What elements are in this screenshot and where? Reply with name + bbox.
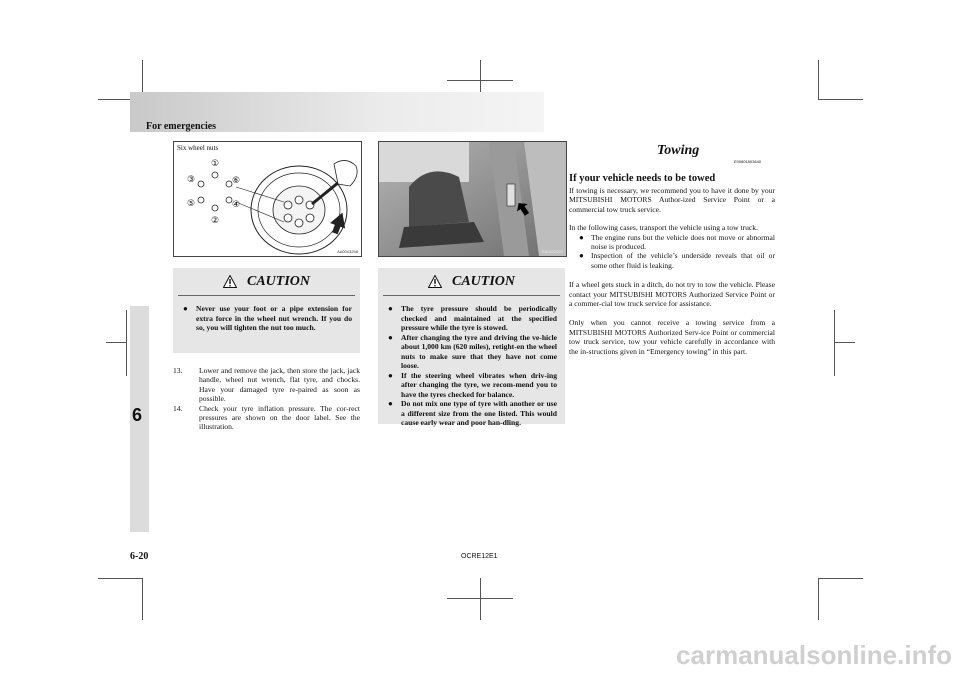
section-title: For emergencies — [146, 121, 217, 132]
nut-number-3: ③ — [187, 175, 196, 185]
door-photo — [379, 142, 566, 256]
warning-triangle-icon — [223, 275, 237, 288]
wheel-nuts-figure — [173, 141, 362, 257]
caution-divider — [383, 295, 560, 296]
bullet-icon: ● — [183, 304, 188, 313]
figure-label: Six wheel nuts — [177, 144, 219, 152]
caution-box-wrench — [173, 268, 360, 353]
watermark: carmanualsonline.info — [676, 640, 952, 670]
towing-paragraph: In the following cases, transport the vehicle using a tow truck. — [569, 223, 758, 233]
nut-number-5: ⑤ — [187, 199, 196, 209]
step-item: 13. Lower and remove the jack, then store the jack, jack handle, wheel nut wrench, flat tyre, and chocks. Have your damaged tyre re-paired as soon as possible. — [173, 366, 360, 404]
step-item: 14. Check your tyre inflation pressure. The cor-rect pressures are shown on the door label. See the illustration. — [173, 403, 360, 432]
towing-paragraph: If a wheel gets stuck in a ditch, do not try to tow the vehicle. Please contact your MITSUBISHI MOTORS Authorized Service Point or a commer-cial tow truck service for assistance. — [569, 280, 775, 309]
caution-heading: CAUTION — [173, 274, 360, 290]
caution-item: ● If the steering wheel vibrates when driv-ing after changing the tyre, we recom-mend you to have the tyres checked for balance. — [388, 370, 557, 399]
caution-item: ● After changing the tyre and driving the ve-hicle about 1,000 km (620 miles), retight-en the wheel nuts to make sure that they have not come loose. — [388, 332, 557, 370]
towing-title: Towing — [657, 143, 700, 158]
towing-body — [569, 186, 775, 356]
door-label-figure — [378, 141, 567, 257]
bullet-icon: ● — [388, 304, 393, 313]
towing-subheading: If your vehicle needs to be towed — [569, 173, 716, 184]
wheel-nuts-illustration — [174, 142, 361, 256]
document-code: OCRE12E1 — [461, 553, 498, 560]
caution-divider — [178, 295, 355, 296]
figure-code: AA0043258 — [337, 249, 358, 254]
towing-bullet: ● Inspection of the vehicle’s underside reveals that oil or some other fluid is leaking. — [579, 251, 775, 270]
bullet-icon: ● — [579, 232, 584, 242]
caution-item: ● Never use your foot or a pipe extension for extra force in the wheel nut wrench. If you do so, you will tighten the nut too much. — [183, 304, 352, 332]
nut-number-1: ① — [211, 159, 220, 169]
towing-bullet: ● The engine runs but the vehicle does not move or abnormal noise is produced. — [579, 232, 775, 252]
bullet-icon: ● — [579, 251, 584, 261]
warning-triangle-icon — [428, 275, 442, 288]
bullet-icon: ● — [388, 370, 393, 380]
caution-item: ● Do not mix one type of tyre with another or use a different size from the one listed. This would cause early wear and poor han-dling. — [388, 399, 557, 427]
nut-number-6: ⑥ — [232, 176, 241, 186]
caution-box-tyres — [378, 268, 565, 427]
page-number: 6-20 — [130, 551, 149, 562]
towing-code: E00801503640 — [734, 159, 762, 164]
bullet-icon: ● — [388, 399, 393, 408]
caution-heading: CAUTION — [378, 274, 565, 290]
chapter-number: 6 — [132, 405, 143, 425]
towing-paragraph: Only when you cannot receive a towing service from a MITSUBISHI MOTORS Authorized Serv-ice Point or commercial tow truck service, tow your vehicle carefully in accordance with the in-structions given in “Emergency towing” in this part. — [569, 318, 775, 356]
nut-number-2: ② — [211, 216, 220, 226]
caution-item: ● The tyre pressure should be periodically checked and maintained at the specified pressure while the tyre is stowed. — [388, 304, 557, 332]
procedure-steps — [173, 366, 360, 432]
towing-paragraph: If towing is necessary, we recommend you to have it done by your MITSUBISHI MOTORS Author-ized Service Point or a commercial tow truck service. — [569, 186, 775, 214]
caution-items — [388, 304, 557, 428]
bullet-icon: ● — [388, 332, 393, 342]
nut-number-4: ④ — [232, 200, 241, 210]
caution-items — [183, 304, 352, 333]
figure-code: EA0022007 — [542, 249, 563, 254]
